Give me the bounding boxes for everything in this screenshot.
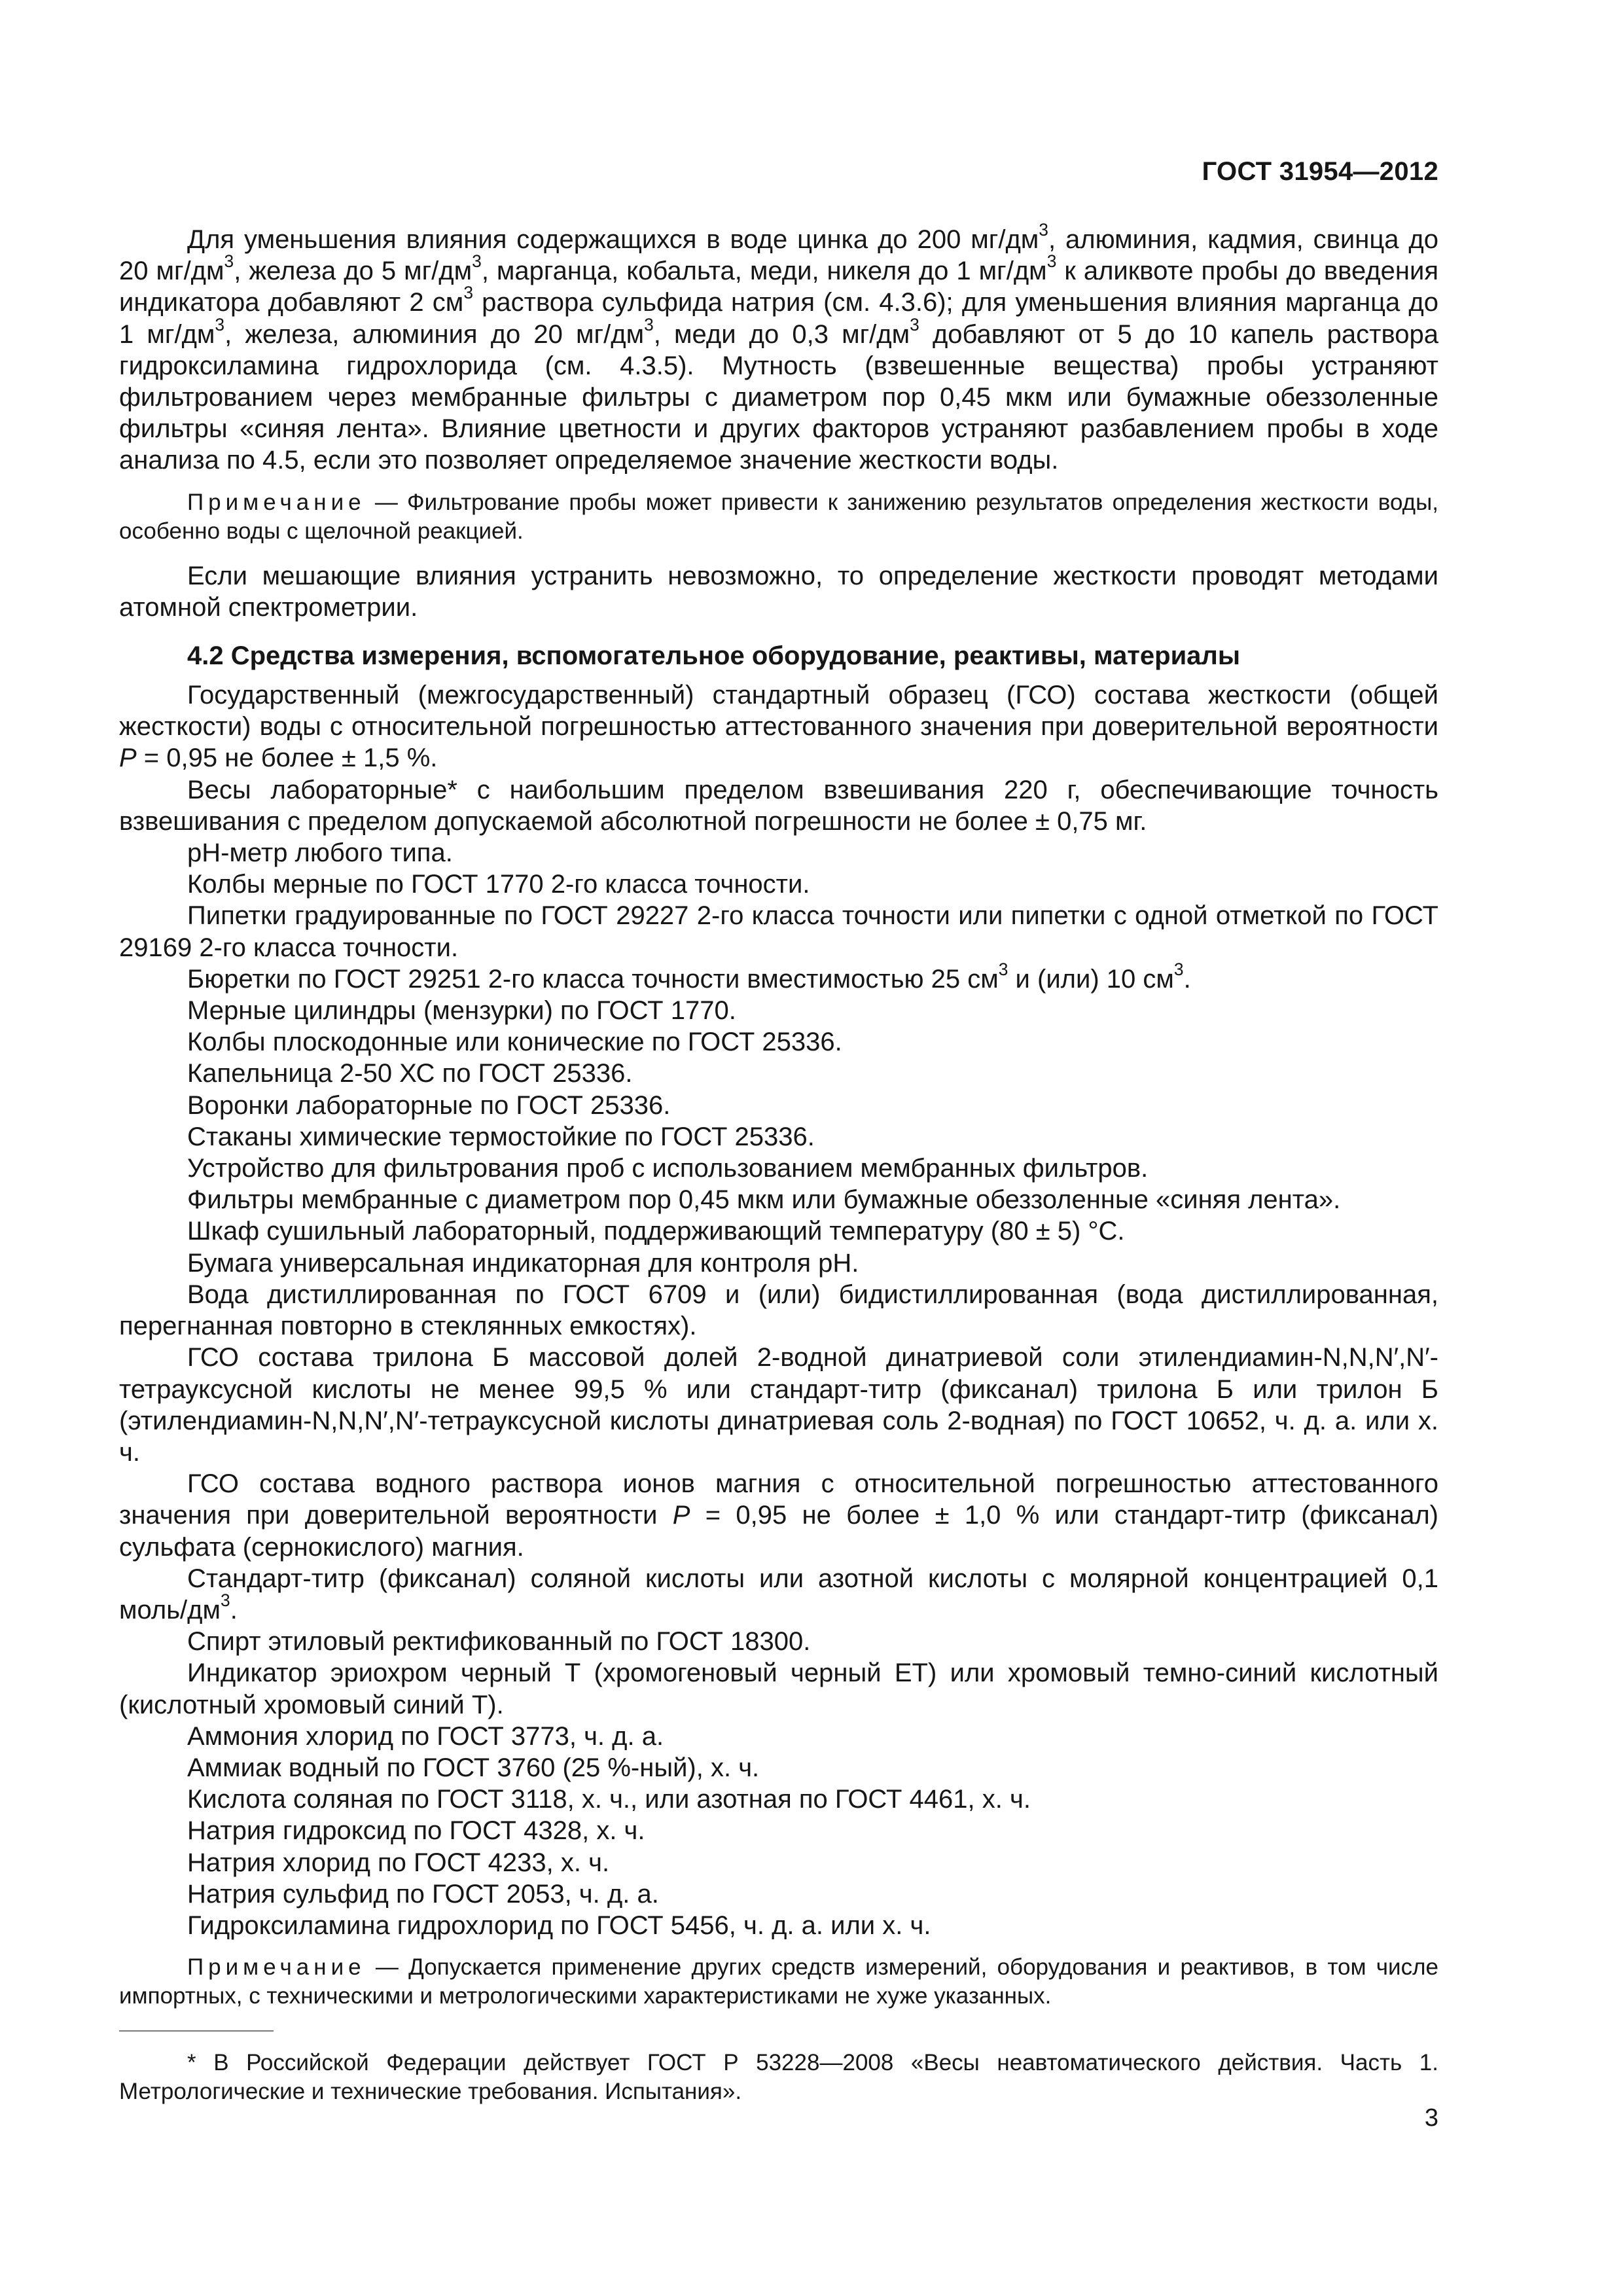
list-item: Натрия гидроксид по ГОСТ 4328, х. ч. [187,1816,645,1846]
list-item: Государственный (межгосударственный) стандартный образец (ГСО) состава жесткости (общей жесткости) воды с относительной погрешностью аттестованного значения при доверительной вероятности P = 0,95 не более ± 1,5 %. [119,681,1438,773]
atomic-spectrometry-paragraph: Если мешающие влияния устранить невозможно, то определение жесткости проводят методами атомной спектрометрии. [119,561,1438,622]
list-item: Весы лабораторные* с наибольшим пределом взвешивания 220 г, обеспечивающие точность взвешивания с пределом допускаемой абсолютной погрешности не более ± 0,75 мг. [119,775,1438,836]
list-item: Воронки лабораторные по ГОСТ 25336. [187,1090,671,1120]
section-heading: 4.2 Средства измерения, вспомогательное оборудование, реактивы, материалы [187,641,1240,671]
note-filtration [119,488,1438,546]
list-item: Капельница 2-50 ХС по ГОСТ 25336. [187,1059,633,1088]
list-item: Кислота соляная по ГОСТ 3118, х. ч., или азотная по ГОСТ 4461, х. ч. [187,1785,1031,1814]
list-item: Бюретки по ГОСТ 29251 2-го класса точности вместимостью 25 $см^3$ и (или) 10 $см^3$. [187,959,1191,994]
footnote: * В Российской Федерации действует ГОСТ Р 53228—2008 «Весы неавтоматического действия. Часть 1. Метрологические и технические требования. Испытания». [119,2050,1438,2105]
list-item: Бумага универсальная индикаторная для контроля рН. [187,1248,859,1278]
equipment-list [119,679,1438,1941]
note-label: Примечание [187,489,366,515]
list-item: Гидроксиламина гидрохлорид по ГОСТ 5456, ч. д. а. или х. ч. [187,1910,931,1940]
list-item: Аммония хлорид по ГОСТ 3773, ч. д. а. [187,1721,664,1751]
list-item: рН-метр любого типа. [187,838,453,868]
list-item: Натрия хлорид по ГОСТ 4233, х. ч. [187,1848,610,1877]
footnote-divider [119,2030,274,2032]
note-text: — Фильтрование пробы может привести к занижению результатов определения жесткости воды, особенно воды с щелочной реакцией. [119,489,1438,544]
list-item: Спирт этиловый ректификованный по ГОСТ 18300. [187,1627,811,1657]
list-item: Мерные цилиндры (мензурки) по ГОСТ 1770. [187,996,736,1026]
list-item: Стаканы химические термостойкие по ГОСТ 25336. [187,1122,815,1151]
list-item: Аммиак водный по ГОСТ 3760 (25 %-ный), х. ч. [187,1753,760,1782]
page-number: 3 [1424,2104,1438,2132]
list-item: Пипетки градуированные по ГОСТ 29227 2-го класса точности или пипетки с одной отметкой по ГОСТ 29169 2-го класса точности. [119,901,1438,962]
list-item: Колбы плоскодонные или конические по ГОСТ 25336. [187,1028,842,1057]
note-label: Примечание [187,1954,366,1981]
document-code-header: ГОСТ 31954—2012 [1202,157,1438,186]
note-alternatives [119,1953,1438,2011]
list-item: Стандарт-титр (фиксанал) соляной кислоты или азотной кислоты с молярной концентрацией 0,1 моль/$дм^3$. [119,1564,1438,1624]
list-item: Устройство для фильтрования проб с использованием мембранных фильтров. [187,1154,1149,1183]
list-item: ГСО состава водного раствора ионов магния с относительной погрешностью аттестованного значения при доверительной вероятности P = 0,95 не более ± 1,0 % или стандарт-титр (фиксанал) сульфата (сернокислого) магния. [119,1469,1438,1562]
list-item: Шкаф сушильный лабораторный, поддерживающий температуру (80 ± 5) °С. [187,1217,1125,1246]
list-item: Фильтры мембранные с диаметром пор 0,45 мкм или бумажные обеззоленные «синяя лента». [187,1185,1341,1215]
list-item: ГСО состава трилона Б массовой долей 2-водной динатриевой соли этилендиамин-N,N,N′,N′-тетрауксусной кислоты не менее 99,5 % или стандарт-титр (фиксанал) трилона Б или трилон Б (этилендиамин-N,N,N′,N′-тетрауксусной кислоты динатриевая соль 2-водная) по ГОСТ 10652, ч. д. а. или х. ч. [119,1343,1438,1467]
list-item: Колбы мерные по ГОСТ 1770 2-го класса точности. [187,870,810,899]
list-item: Натрия сульфид по ГОСТ 2053, ч. д. а. [187,1879,659,1909]
note-text: — Допускается применение других средств измерений, оборудования и реактивов, в том числе импортных, с техническими и метрологическими характеристиками не хуже указанных. [119,1954,1438,2009]
list-item: Вода дистиллированная по ГОСТ 6709 и (или) бидистиллированная (вода дистиллированная, перегнанная повторно в стеклянных емкостях). [119,1280,1438,1341]
page-body [119,220,1439,2106]
list-item: Индикатор эриохром черный Т (хромогеновый черный ЕТ) или хромовый темно-синий кислотный (кислотный хромовый синий Т). [119,1659,1438,1719]
interference-paragraph: Для уменьшения влияния содержащихся в воде цинка до 200 $мг/дм^3$, алюминия, кадмия, свинца до 20 $мг/дм^3$, железа до 5 $мг/дм^3$, марганца, кобальта, меди, никеля до 1 $мг/дм^3$ к аликвоте пробы до введения индикатора добавляют 2 $см^3$ раствора сульфида натрия (см. 4.3.6); для уменьшения влияния марганца до 1 $мг/дм^3$, железа, алюминия до 20 $мг/дм^3$, меди до 0,3 $мг/дм^3$ добавляют от 5 до 10 капель раствора гидроксиламина гидрохлорида (см. 4.3.5). Мутность (взвешенные вещества) пробы устраняют фильтрованием через мембранные фильтры с диаметром пор 0,45 мкм или бумажные обеззоленные фильтры «синяя лента». Влияние цветности и других факторов устраняют разбавлением пробы в ходе анализа по 4.5, если это позволяет определяемое значение жесткости воды. [119,220,1439,475]
